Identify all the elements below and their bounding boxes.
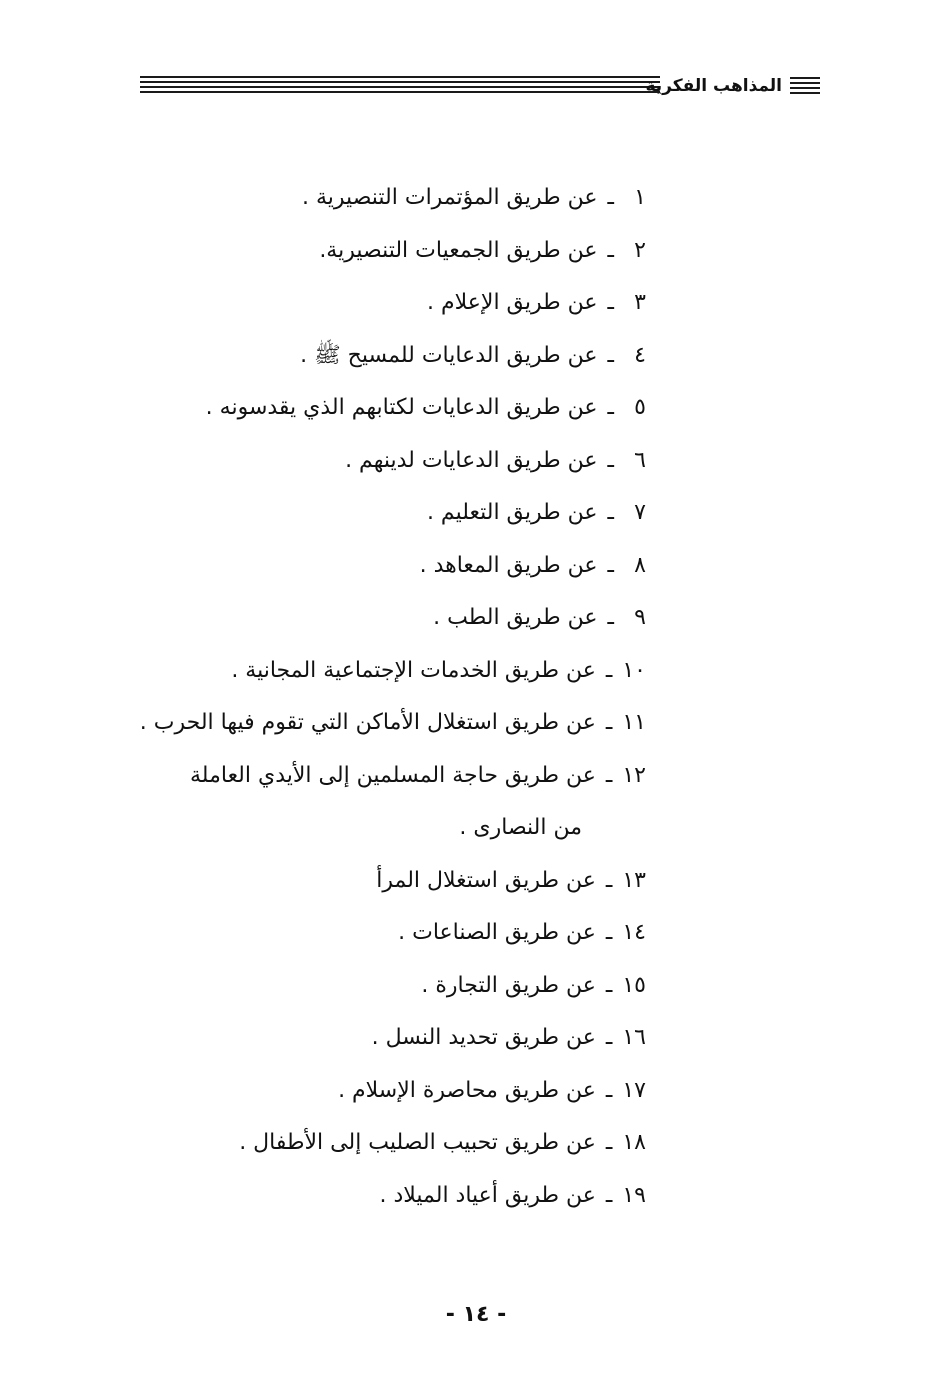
header-ornament [790,77,820,97]
item-text: عن طريق تحديد النسل . [371,1025,596,1050]
item-text: عن طريق الجمعيات التنصيرية. [319,237,598,263]
item-number: ١ [634,185,646,210]
item-text: عن طريق أعياد الميلاد . [379,1182,596,1208]
page-number: - ١٤ - [445,1302,507,1327]
item-text: عن طريق استغلال المرأ [376,867,596,893]
list-item: ٧ـعن طريق التعليم . [136,487,646,540]
item-number: ٧ [634,500,646,525]
item-number: ١٤ [622,920,646,945]
item-number: ٥ [634,395,646,420]
item-text: عن طريق الطب . [433,605,598,630]
list-item: ١٢ـعن طريق حاجة المسلمين إلى الأيدي العاملة من النصارى . [136,750,646,855]
item-number: ١٣ [622,867,646,893]
header-rule-lines [140,76,660,98]
item-number: ١٥ [622,972,646,998]
item-number: ١٩ [622,1182,646,1208]
item-text: عن طريق استغلال الأماكن التي تقوم فيها الحرب . [139,710,596,735]
item-text: عن طريق التعليم . [426,500,598,525]
item-text: عن طريق الخدمات الإجتماعية المجانية . [231,657,596,683]
item-text: عن طريق محاصرة الإسلام . [338,1077,596,1103]
list-item: ١٥ـعن طريق التجارة . [136,960,646,1013]
item-text: عن طريق التجارة . [421,972,596,998]
list-item: ٦ـعن طريق الدعايات لدينهم . [136,435,646,488]
item-text: عن طريق الدعايات لكتابهم الذي يقدسونه . [205,395,598,420]
numbered-list [136,172,646,1222]
list-item: ١٠ـعن طريق الخدمات الإجتماعية المجانية . [136,645,646,698]
item-number: ٦ [634,447,646,473]
list-item: ٩ـعن طريق الطب . [136,592,646,645]
item-number: ٨ [634,552,646,578]
list-item: ١٩ـعن طريق أعياد الميلاد . [136,1170,646,1223]
item-text: عن طريق الإعلام . [427,290,598,315]
item-text: عن طريق الصناعات . [398,920,596,945]
item-number: ١١ [622,710,646,735]
list-item: ١٤ـعن طريق الصناعات . [136,907,646,960]
item-text: عن طريق المؤتمرات التنصيرية . [302,185,598,210]
list-item: ٢ـعن طريق الجمعيات التنصيرية. [136,225,646,278]
list-item: ٣ـعن طريق الإعلام . [136,277,646,330]
item-text: عن طريق الدعايات لدينهم . [345,447,598,473]
item-number: ١٨ [622,1130,646,1155]
item-number: ٣ [634,290,646,315]
item-text: عن طريق تحبيب الصليب إلى الأطفال . [239,1130,596,1155]
list-item: ١٦ـعن طريق تحديد النسل . [136,1012,646,1065]
item-number: ٢ [634,237,646,263]
item-number: ١٢ [622,762,646,788]
list-item: ١ـعن طريق المؤتمرات التنصيرية . [136,172,646,225]
header-title: المذاهب الفكرية [645,76,782,96]
list-item: ١٧ـعن طريق محاصرة الإسلام . [136,1065,646,1118]
list-item: ١٨ـعن طريق تحبيب الصليب إلى الأطفال . [136,1117,646,1170]
list-item: ٤ـعن طريق الدعايات للمسيح ﷺ . [136,330,646,383]
item-number: ١٠ [622,657,646,683]
item-number: ٤ [634,342,646,368]
item-number: ١٦ [622,1025,646,1050]
item-number: ٩ [634,605,646,630]
item-number: ١٧ [622,1077,646,1103]
list-item: ١٣ـعن طريق استغلال المرأ [136,855,646,908]
list-item: ٨ـعن طريق المعاهد . [136,540,646,593]
list-item: ٥ـعن طريق الدعايات لكتابهم الذي يقدسونه . [136,382,646,435]
item-text: عن طريق حاجة المسلمين إلى الأيدي العاملة [190,762,596,788]
running-header [140,72,820,102]
list-item: ١١ـعن طريق استغلال الأماكن التي تقوم فيها الحرب . [136,697,646,750]
item-text: عن طريق الدعايات للمسيح ﷺ . [300,342,598,368]
item-text: عن طريق المعاهد . [419,552,598,578]
item-text-continuation: من النصارى . [459,815,582,840]
